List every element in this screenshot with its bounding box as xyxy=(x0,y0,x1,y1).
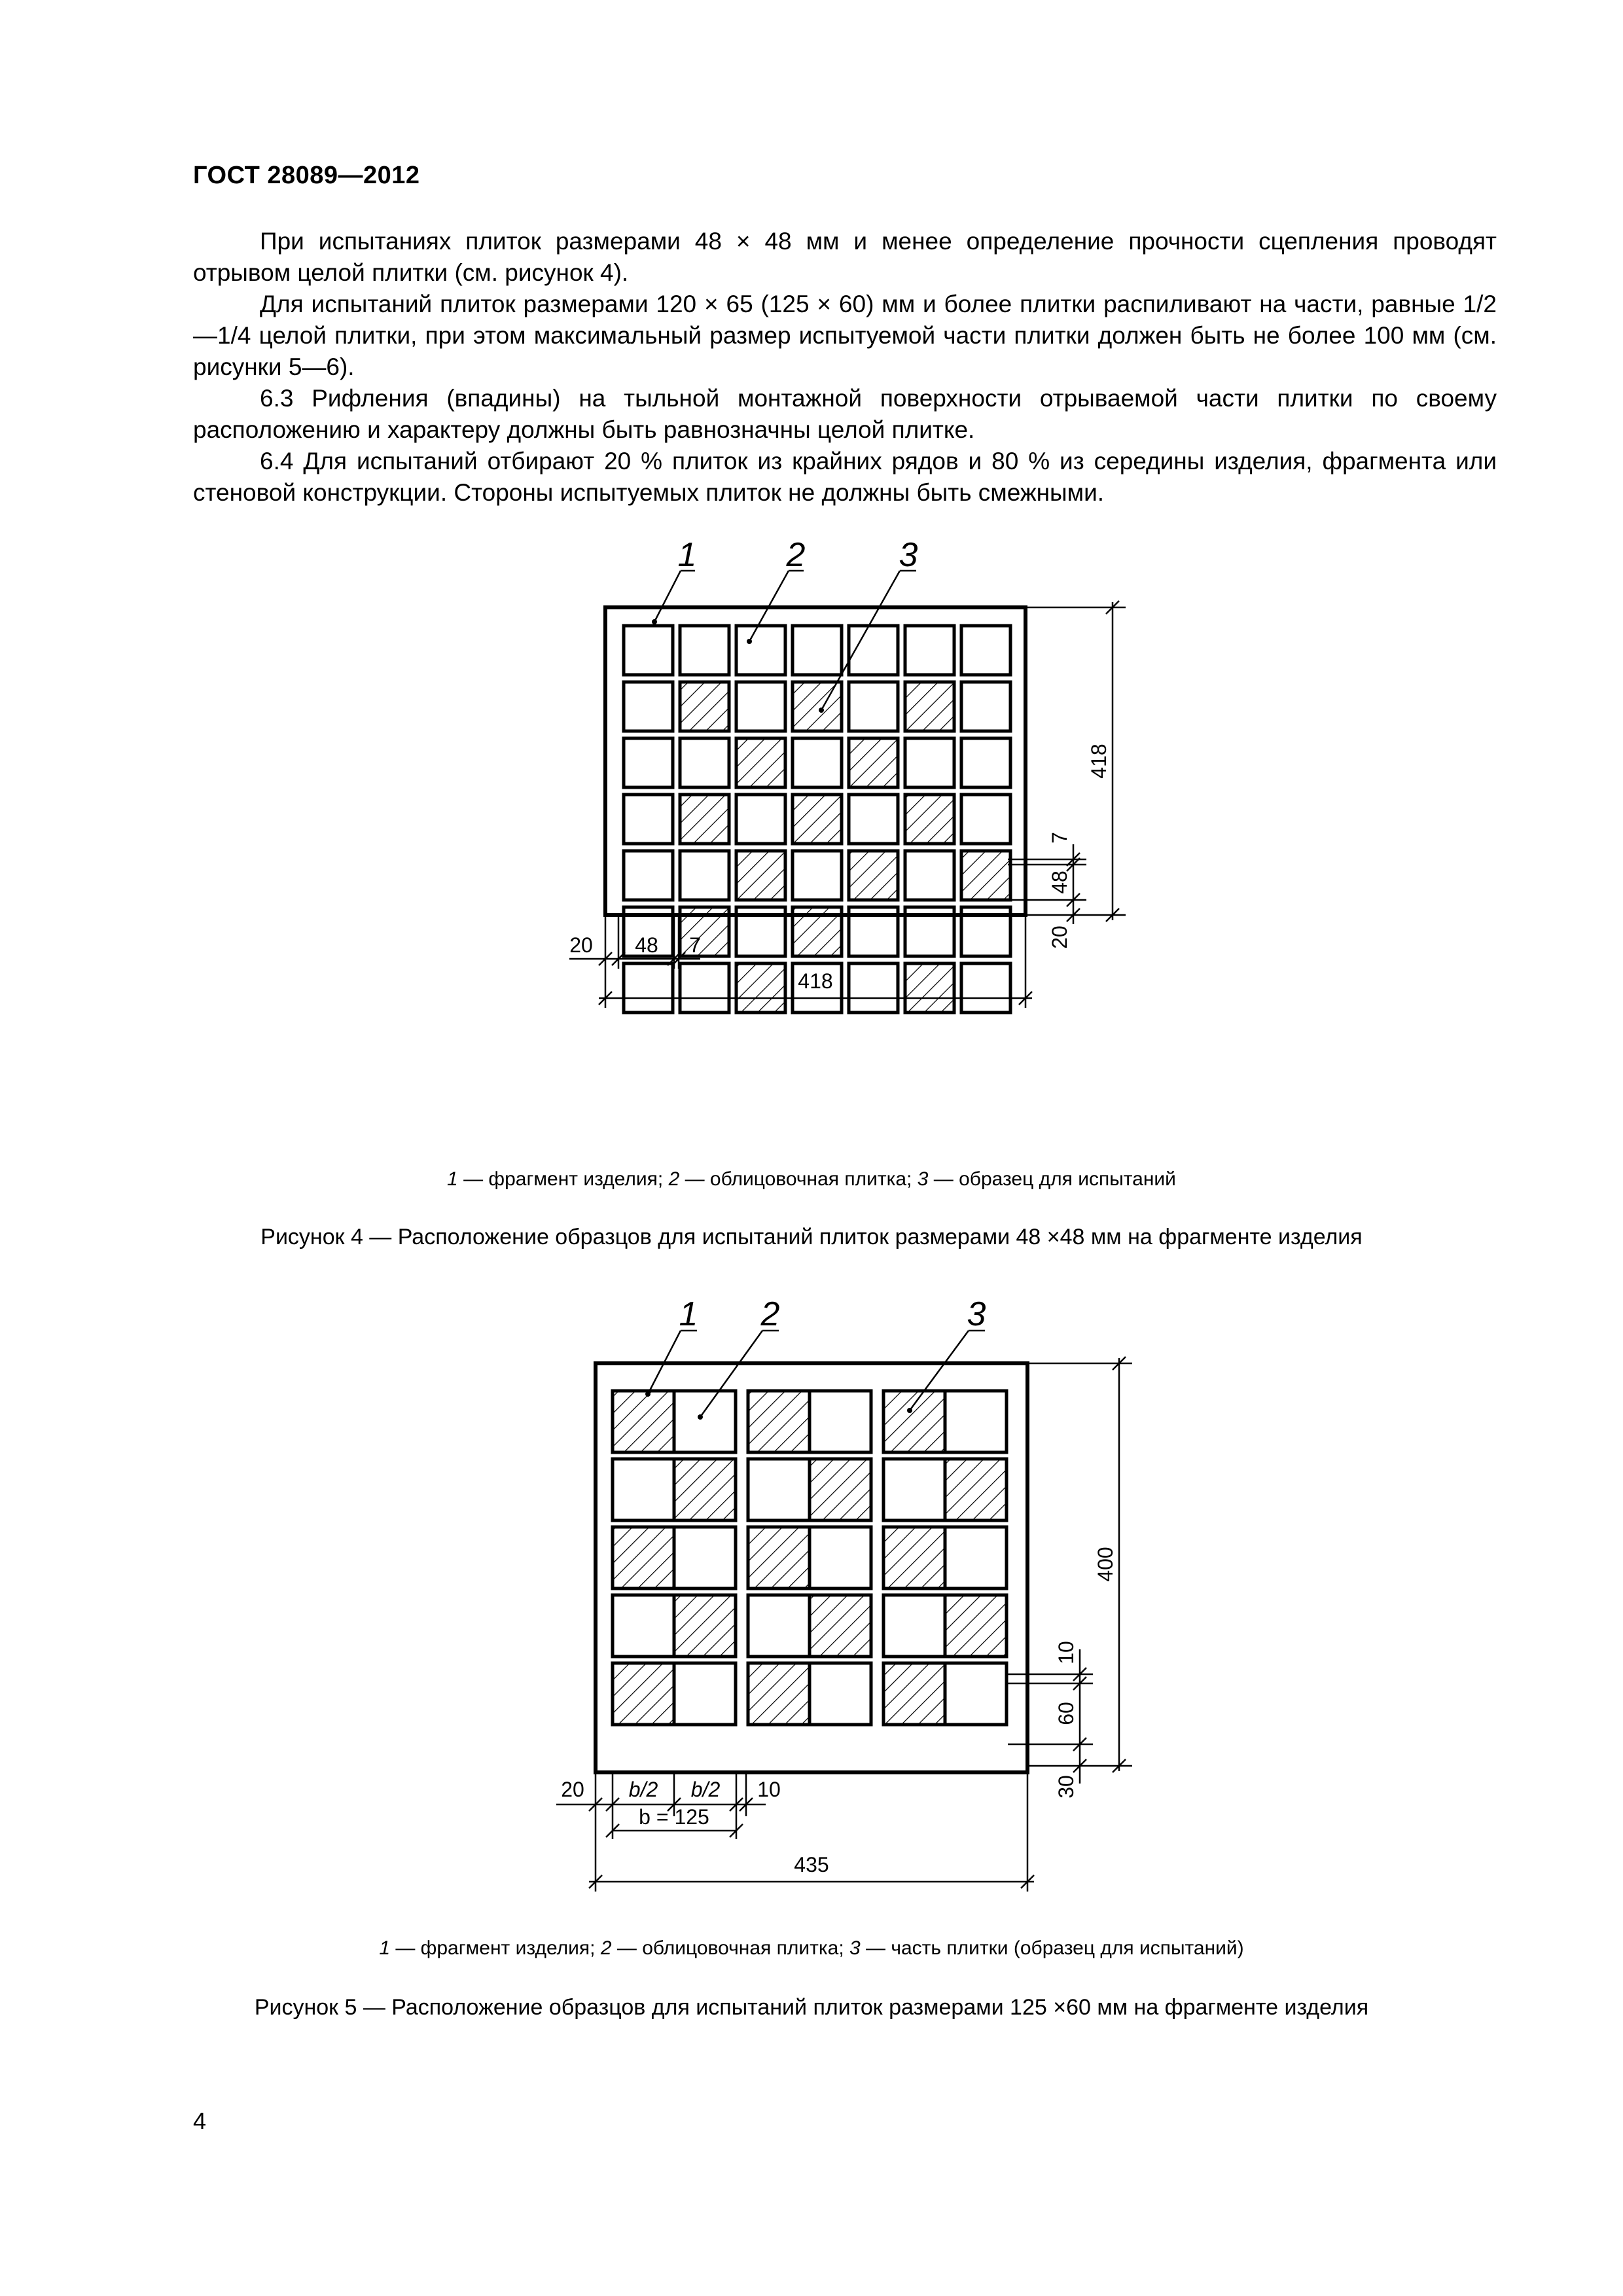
test-sample-tile-part xyxy=(613,1527,674,1588)
test-sample-tile-part xyxy=(674,1459,736,1520)
legend-number: 1 xyxy=(379,1937,390,1959)
page-number: 4 xyxy=(193,2108,207,2134)
legend-text: — облицовочная плитка; xyxy=(611,1937,849,1959)
test-sample-tile-part xyxy=(883,1527,945,1588)
figure-4-tile-grid xyxy=(624,626,1010,1013)
test-sample-tile-part xyxy=(883,1391,945,1452)
facing-tile xyxy=(961,738,1010,787)
facing-tile xyxy=(849,963,898,1013)
test-sample-tile xyxy=(849,738,898,787)
facing-tile xyxy=(905,738,954,787)
test-sample-tile xyxy=(905,963,954,1013)
figure-4-dim-gap-v: 7 xyxy=(1048,832,1071,844)
body-text xyxy=(193,226,1497,509)
facing-tile xyxy=(736,682,785,731)
figure-4-dim-tile-v: 48 xyxy=(1048,870,1071,894)
figure-5-legend xyxy=(0,1937,1623,1960)
test-sample-tile-part xyxy=(613,1391,674,1452)
facing-tile-part xyxy=(810,1663,871,1725)
legend-text: — образец для испытаний xyxy=(928,1168,1176,1190)
test-sample-tile-part xyxy=(810,1459,871,1520)
facing-tile xyxy=(961,963,1010,1013)
test-sample-tile-part xyxy=(883,1663,945,1725)
facing-tile-part xyxy=(945,1391,1007,1452)
figure-4-dim-tile-h: 48 xyxy=(635,933,658,957)
document-header: ГОСТ 28089—2012 xyxy=(193,162,420,189)
facing-tile xyxy=(793,738,842,787)
test-sample-tile-part xyxy=(674,1595,736,1657)
paragraph-1: При испытаниях плиток размерами 48 × 48 мм и менее определение прочности сцепления проводят отрывом целой плитки (см. рисунок 4). xyxy=(193,228,1497,286)
figure-5-dim-height: 400 xyxy=(1094,1547,1117,1582)
test-sample-tile xyxy=(849,851,898,900)
figure-5-dim-gap-h: 10 xyxy=(757,1778,781,1801)
facing-tile-part xyxy=(945,1663,1007,1725)
figure-5-caption: Рисунок 5 — Расположение образцов для испытаний плиток размерами 125 ×60 мм на фрагменте изделия xyxy=(254,1995,1369,2020)
facing-tile xyxy=(961,795,1010,844)
figure-5-dim-margin-v: 30 xyxy=(1054,1775,1078,1799)
facing-tile xyxy=(680,851,729,900)
facing-tile xyxy=(624,682,673,731)
figure-4 xyxy=(0,537,1623,1165)
figure-4-callout-3: 3 xyxy=(899,537,918,574)
test-sample-tile xyxy=(680,795,729,844)
facing-tile xyxy=(736,626,785,675)
figure-4-legend xyxy=(0,1168,1623,1191)
test-sample-tile xyxy=(736,851,785,900)
legend-text: — фрагмент изделия; xyxy=(457,1168,669,1190)
facing-tile-part xyxy=(748,1459,810,1520)
figure-4-dim-margin-v: 20 xyxy=(1048,925,1071,949)
facing-tile xyxy=(624,795,673,844)
test-sample-tile-part xyxy=(613,1663,674,1725)
facing-tile xyxy=(736,795,785,844)
facing-tile-part xyxy=(810,1527,871,1588)
legend-number: 2 xyxy=(600,1937,612,1959)
facing-tile xyxy=(849,626,898,675)
test-sample-tile xyxy=(736,963,785,1013)
figure-4-drawing xyxy=(0,537,1623,1165)
facing-tile xyxy=(624,738,673,787)
figure-4-leader-1 xyxy=(654,571,681,622)
figure-4-dim-margin-h: 20 xyxy=(569,933,593,957)
legend-number: 2 xyxy=(668,1168,680,1190)
facing-tile xyxy=(905,626,954,675)
test-sample-tile xyxy=(961,851,1010,900)
facing-tile-part xyxy=(883,1459,945,1520)
figure-5 xyxy=(0,1293,1623,1921)
facing-tile xyxy=(624,626,673,675)
legend-text: — фрагмент изделия; xyxy=(390,1937,601,1959)
figure-5-dim-gap-v: 10 xyxy=(1054,1641,1078,1664)
test-sample-tile-part xyxy=(945,1595,1007,1657)
test-sample-tile xyxy=(736,738,785,787)
figure-5-dim-width: 435 xyxy=(794,1853,829,1876)
facing-tile xyxy=(793,851,842,900)
facing-tile xyxy=(961,626,1010,675)
figure-4-dim-height: 418 xyxy=(1087,744,1111,779)
facing-tile-part xyxy=(613,1459,674,1520)
test-sample-tile xyxy=(905,682,954,731)
facing-tile xyxy=(961,682,1010,731)
facing-tile xyxy=(849,682,898,731)
test-sample-tile-part xyxy=(945,1459,1007,1520)
facing-tile-part xyxy=(674,1527,736,1588)
figure-5-dim-margin-h: 20 xyxy=(561,1778,584,1801)
figure-4-dim-gap-h: 7 xyxy=(689,933,701,957)
figure-4-dim-width: 418 xyxy=(798,969,833,993)
facing-tile xyxy=(680,738,729,787)
figure-4-callout-2: 2 xyxy=(786,537,806,574)
figure-5-dim-tile-w: b = 125 xyxy=(639,1805,709,1829)
test-sample-tile-part xyxy=(748,1663,810,1725)
test-sample-tile xyxy=(905,795,954,844)
paragraph-2: Для испытаний плиток размерами 120 × 65 (125 × 60) мм и более плитки распиливают на части, равные 1/2—1/4 целой плитки, при этом максимальный размер испытуемой части плитки должен быть не более 100 мм (см. рисунки 5—6). xyxy=(193,291,1497,380)
facing-tile-part xyxy=(674,1391,736,1452)
figure-5-dim-half-b: b/2 xyxy=(690,1778,721,1801)
figure-4-caption: Рисунок 4 — Расположение образцов для испытаний плиток размерами 48 ×48 мм на фрагменте изделия xyxy=(260,1225,1363,1249)
facing-tile-part xyxy=(810,1391,871,1452)
test-sample-tile-part xyxy=(748,1527,810,1588)
facing-tile xyxy=(680,963,729,1013)
facing-tile-part xyxy=(945,1527,1007,1588)
paragraph-4: 6.4 Для испытаний отбирают 20 % плиток из крайних рядов и 80 % из середины изделия, фрагмента или стеновой конструкции. Стороны испытуемых плиток не должны быть смежными. xyxy=(193,448,1497,506)
facing-tile xyxy=(849,795,898,844)
figure-5-dim-tile-v: 60 xyxy=(1054,1702,1078,1725)
legend-number: 3 xyxy=(917,1168,929,1190)
facing-tile xyxy=(905,851,954,900)
facing-tile-part xyxy=(883,1595,945,1657)
figure-4-callout-1: 1 xyxy=(677,537,697,574)
figure-5-dim-half-a: b/2 xyxy=(628,1778,658,1801)
test-sample-tile-part xyxy=(748,1391,810,1452)
figure-5-drawing xyxy=(0,1293,1623,1921)
facing-tile xyxy=(680,626,729,675)
facing-tile-part xyxy=(748,1595,810,1657)
facing-tile xyxy=(793,626,842,675)
figure-5-callout-3: 3 xyxy=(967,1295,986,1333)
legend-number: 1 xyxy=(447,1168,458,1190)
legend-number: 3 xyxy=(849,1937,861,1959)
figure-5-callout-2: 2 xyxy=(760,1295,780,1333)
figure-5-tile-grid xyxy=(613,1391,1007,1725)
facing-tile-part xyxy=(613,1595,674,1657)
test-sample-tile-part xyxy=(810,1595,871,1657)
legend-text: — облицовочная плитка; xyxy=(679,1168,918,1190)
facing-tile xyxy=(624,851,673,900)
figure-5-callout-1: 1 xyxy=(679,1295,698,1333)
paragraph-3: 6.3 Рифления (впадины) на тыльной монтажной поверхности отрываемой части плитки по своему расположению и характеру должны быть равнозначны целой плитке. xyxy=(193,385,1497,443)
facing-tile-part xyxy=(674,1663,736,1725)
legend-text: — часть плитки (образец для испытаний) xyxy=(860,1937,1244,1959)
test-sample-tile xyxy=(793,682,842,731)
test-sample-tile xyxy=(793,795,842,844)
facing-tile xyxy=(624,963,673,1013)
test-sample-tile xyxy=(680,682,729,731)
